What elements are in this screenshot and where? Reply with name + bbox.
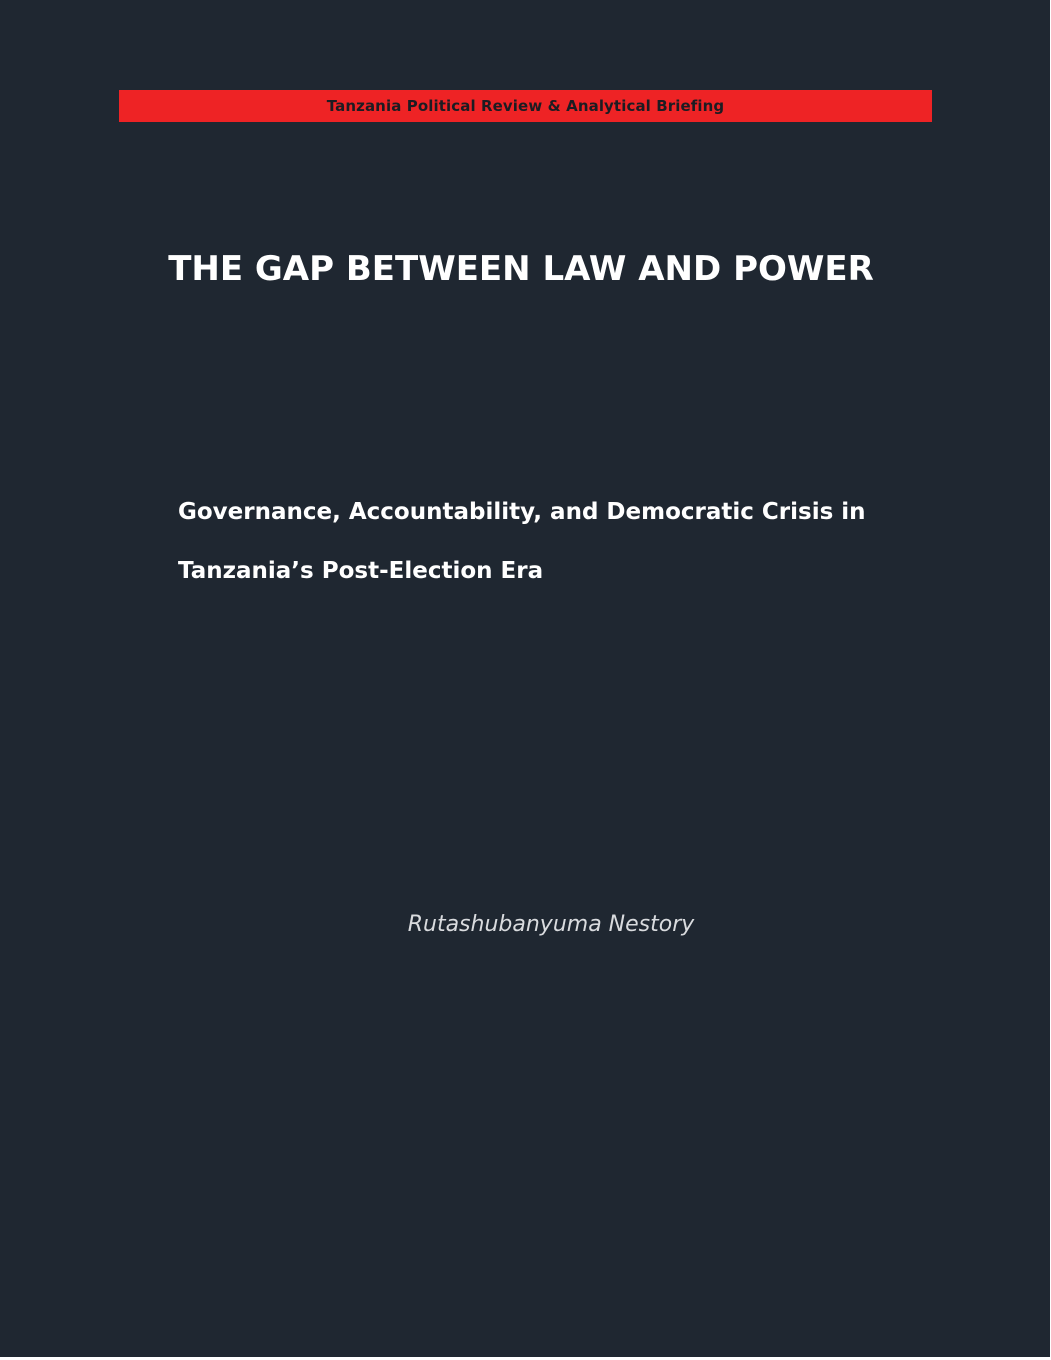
publication-name: Tanzania Political Review & Analytical Briefing bbox=[326, 97, 725, 115]
subtitle-line-2: Tanzania’s Post-Election Era bbox=[178, 558, 544, 584]
document-title: THE GAP BETWEEN LAW AND POWER bbox=[168, 249, 874, 289]
author-name: Rutashubanyuma Nestory bbox=[407, 912, 695, 937]
publication-banner bbox=[119, 90, 932, 122]
subtitle-line-1: Governance, Accountability, and Democratic Crisis in bbox=[178, 499, 866, 525]
